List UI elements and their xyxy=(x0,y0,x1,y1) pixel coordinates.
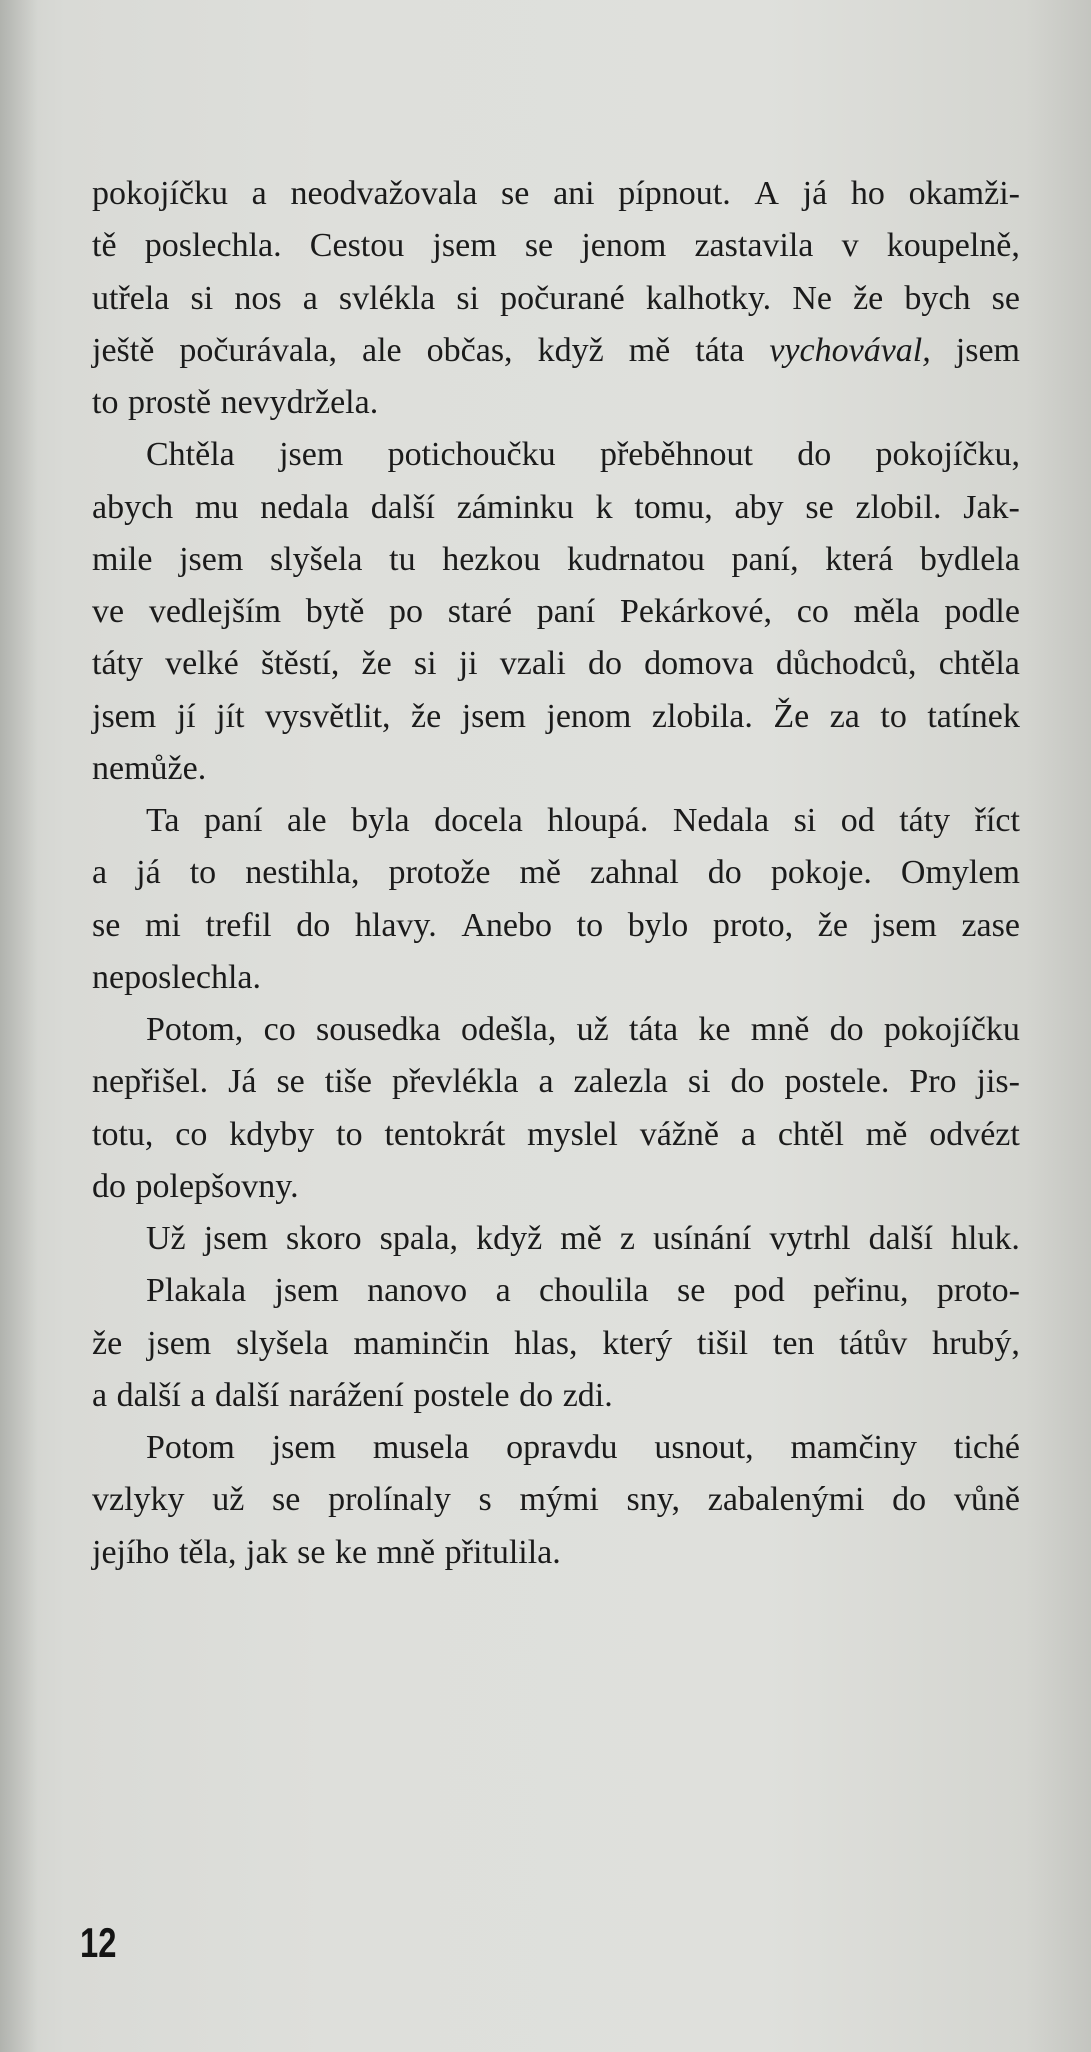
text-line: Plakala jsem nanovo a choulila se pod peřinu, proto- xyxy=(146,1272,1020,1310)
page-number: 12 xyxy=(80,1919,117,1966)
text-line: tě poslechla. Cestou jsem se jenom zastavila v koupelně, xyxy=(92,227,1020,265)
text-line: pokojíčku a neodvažovala se ani pípnout. A já ho okamži- xyxy=(92,175,1020,212)
text-line: totu, co kdyby to tentokrát myslel vážně a chtěl mě odvézt xyxy=(92,1115,1020,1153)
text-line: a další a další narážení postele do zdi. xyxy=(92,1376,613,1414)
text-line: se mi trefil do hlavy. Anebo to bylo proto, že jsem zase xyxy=(92,906,1020,944)
text-line: nemůže. xyxy=(92,749,207,787)
text-line: do polepšovny. xyxy=(92,1167,299,1205)
text-line: Potom jsem musela opravdu usnout, mamčiny tiché xyxy=(146,1429,1020,1466)
text-line: jejího těla, jak se ke mně přitulila. xyxy=(92,1533,561,1571)
text-line: a já to nestihla, protože mě zahnal do pokoje. Omylem xyxy=(92,854,1020,892)
text-line: nepřišel. Já se tiše převlékla a zalezla si do postele. Pro jis- xyxy=(92,1063,1020,1101)
text-line: jsem jí jít vysvětlit, že jsem jenom zlobila. Že za to tatínek xyxy=(92,697,1020,735)
text-line: neposlechla. xyxy=(92,958,261,996)
text-line: Ta paní ale byla docela hloupá. Nedala si od táty říct xyxy=(146,802,1020,839)
text-line: utřela si nos a svlékla si počurané kalhotky. Ne že bych se xyxy=(92,279,1020,317)
body-text xyxy=(92,168,1020,1579)
page-gutter-shadow xyxy=(0,0,38,2052)
text-line: to prostě nevydržela. xyxy=(92,384,379,421)
text-line: mile jsem slyšela tu hezkou kudrnatou paní, která bydlela xyxy=(92,540,1020,578)
text-line: ještě počurávala, ale občas, když mě táta vychovával, jsem xyxy=(92,331,1020,369)
text-line: ve vedlejším bytě po staré paní Pekárkové, co měla podle xyxy=(92,593,1020,630)
text-line: Chtěla jsem potichoučku přeběhnout do pokojíčku, xyxy=(146,436,1020,474)
text-line: táty velké štěstí, že si ji vzali do domova důchodců, chtěla xyxy=(92,645,1020,683)
text-line: že jsem slyšela maminčin hlas, který tišil ten tátův hrubý, xyxy=(92,1324,1020,1362)
text-line: vzlyky už se prolínaly s mými sny, zabalenými do vůně xyxy=(92,1481,1020,1519)
text-line: Potom, co sousedka odešla, už táta ke mně do pokojíčku xyxy=(146,1011,1020,1048)
text-line: Už jsem skoro spala, když mě z usínání vytrhl další hluk. xyxy=(146,1220,1020,1257)
text-line: abych mu nedala další záminku k tomu, aby se zlobil. Jak- xyxy=(92,488,1020,526)
